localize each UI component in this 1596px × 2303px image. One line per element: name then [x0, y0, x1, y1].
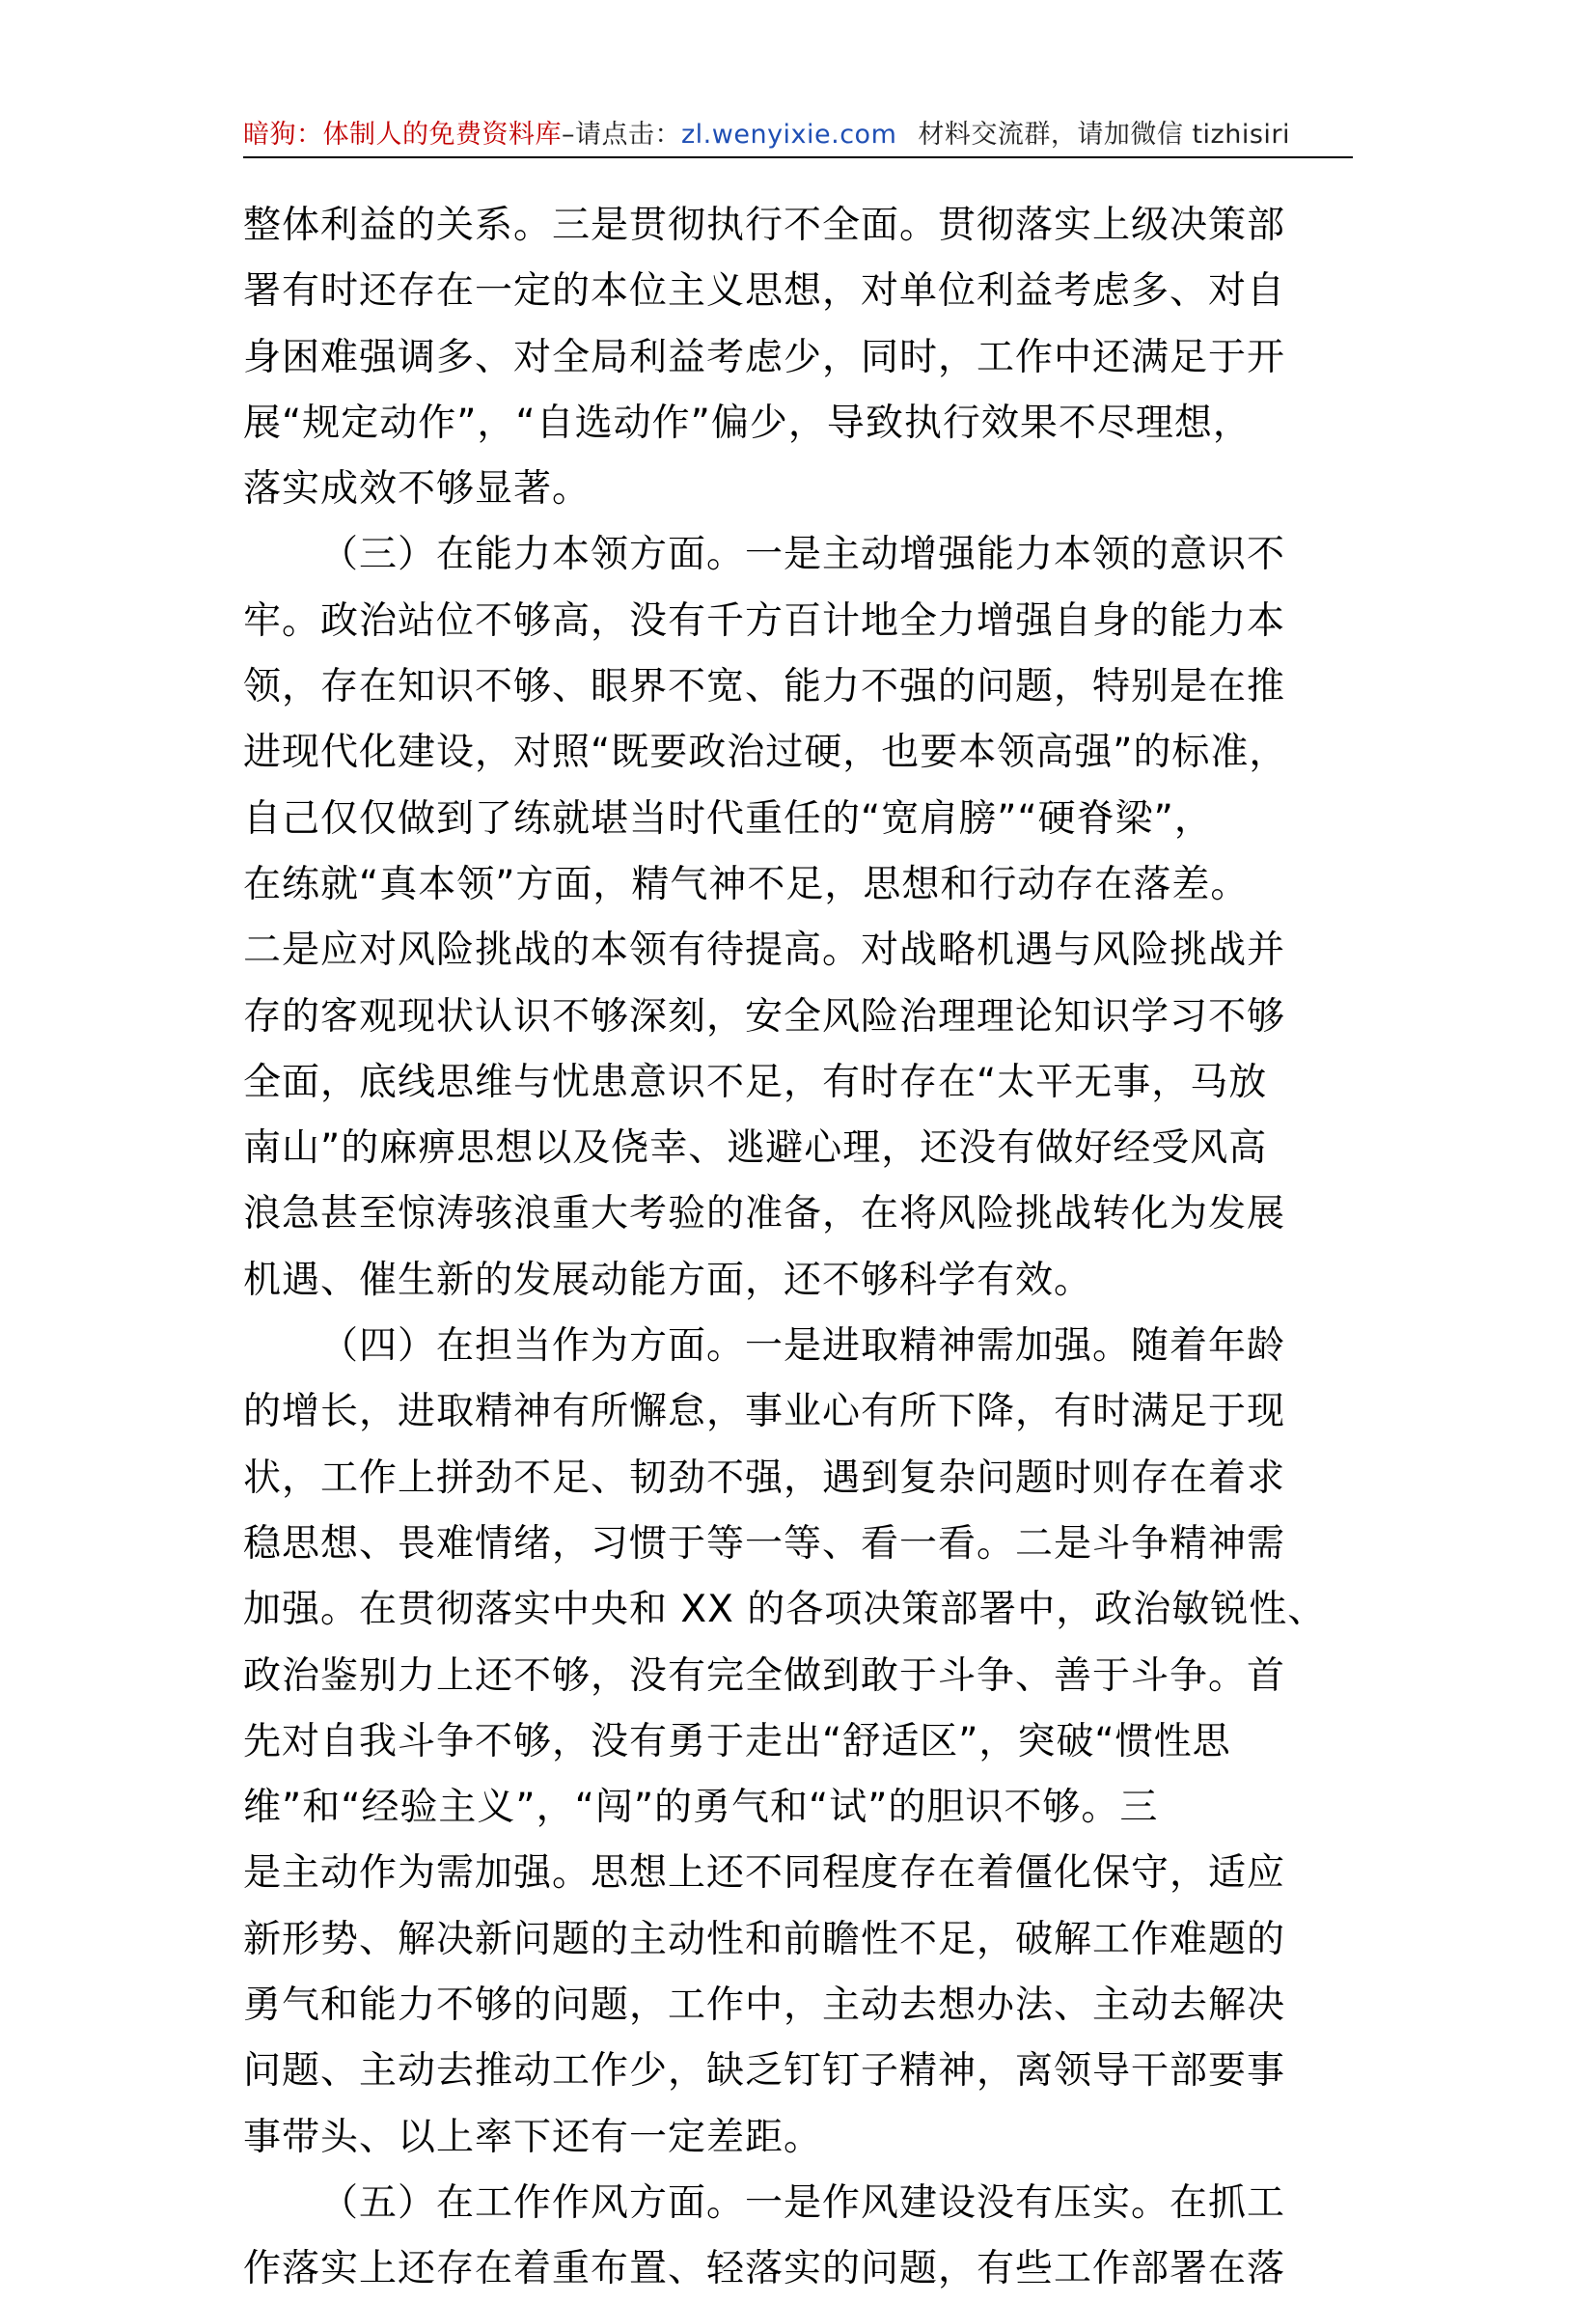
text-line: 落实成效不够显著。 — [243, 467, 592, 512]
text-line: 加强。在贯彻落实中央和 XX 的各项决策部署中，政治敏锐性、 — [243, 1588, 1327, 1632]
header-brand: 暗狗：体制人的免费资料库 — [243, 120, 562, 150]
text-line: 在练就“真本领”方面，精气神不足，思想和行动存在落差。 — [243, 862, 1250, 906]
text-line: 存的客观现状认识不够深刻，安全风险治理理论知识学习不够 — [243, 994, 1286, 1039]
text-line: 机遇、催生新的发展动能方面，还不够科学有效。 — [243, 1258, 1093, 1302]
text-line: 牢。政治站位不够高，没有千方百计地全力增强自身的能力本 — [243, 598, 1286, 643]
text-line: 事带头、以上率下还有一定差距。 — [243, 2115, 823, 2159]
document-body — [243, 193, 1362, 2303]
text-line: 整体利益的关系。三是贯彻执行不全面。贯彻落实上级决策部 — [243, 204, 1286, 247]
text-line: 先对自我斗争不够，没有勇于走出“舒适区”，突破“惯性思 — [243, 1719, 1231, 1763]
text-line: 维”和“经验主义”，“闯”的勇气和“试”的胆识不够。三 — [243, 1786, 1159, 1830]
text-line: 状，工作上拼劲不足、韧劲不强，遇到复杂问题时则存在着求 — [243, 1456, 1286, 1500]
section-heading-line: （四）在担当作为方面。一是进取精神需加强。随着年龄 — [320, 1324, 1286, 1369]
text-line: 展“规定动作”，“自选动作”偏少，导致执行效果不尽理想， — [243, 401, 1252, 445]
text-line: 全面，底线思维与忧患意识不足，有时存在“太平无事，马放 — [243, 1060, 1268, 1104]
text-line: 进现代化建设，对照“既要政治过硬，也要本领高强”的标准， — [243, 731, 1288, 775]
text-line: 二是应对风险挑战的本领有待提高。对战略机遇与风险挑战并 — [243, 929, 1286, 973]
text-line: 政治鉴别力上还不够，没有完全做到敢于斗争、善于斗争。首 — [243, 1653, 1286, 1698]
text-line: 身困难强调多、对全局利益考虑少，同时，工作中还满足于开 — [243, 335, 1286, 379]
text-line: 稳思想、畏难情绪，习惯于等一等、看一看。二是斗争精神需 — [243, 1521, 1286, 1566]
text-line: 勇气和能力不够的问题，工作中，主动去想办法、主动去解决 — [243, 1984, 1286, 2028]
text-line: 问题、主动去推动工作少，缺乏钉钉子精神，离领导干部要事 — [243, 2049, 1286, 2094]
text-line: 自己仅仅做到了练就堪当时代重任的“宽肩膀”“硬脊梁”， — [243, 796, 1213, 841]
text-line: 新形势、解决新问题的主动性和前瞻性不足，破解工作难题的 — [243, 1917, 1286, 1961]
page-header — [243, 114, 1353, 158]
header-contact: 材料交流群，请加微信 tizhisiri — [918, 120, 1291, 150]
header-separator: –请点击： — [562, 120, 681, 150]
text-line: 浪急甚至惊涛骇浪重大考验的准备，在将风险挑战转化为发展 — [243, 1192, 1286, 1236]
section-heading-line: （三）在能力本领方面。一是主动增强能力本领的意识不 — [320, 533, 1286, 577]
section-heading-line: （五）在工作作风方面。一是作风建设没有压实。在抓工 — [320, 2180, 1286, 2225]
header-url-link[interactable]: zl.wenyixie.com — [681, 120, 897, 150]
text-line: 南山”的麻痹思想以及侥幸、逃避心理，还没有做好经受风高 — [243, 1126, 1268, 1171]
text-line: 是主动作为需加强。思想上还不同程度存在着僵化保守，适应 — [243, 1851, 1286, 1896]
text-line: 署有时还存在一定的本位主义思想，对单位利益考虑多、对自 — [243, 269, 1286, 314]
text-line: 作落实上还存在着重布置、轻落实的问题，有些工作部署在落 — [243, 2247, 1286, 2291]
text-line: 领，存在知识不够、眼界不宽、能力不强的问题，特别是在推 — [243, 665, 1286, 709]
text-line: 的增长，进取精神有所懈怠，事业心有所下降，有时满足于现 — [243, 1390, 1286, 1434]
